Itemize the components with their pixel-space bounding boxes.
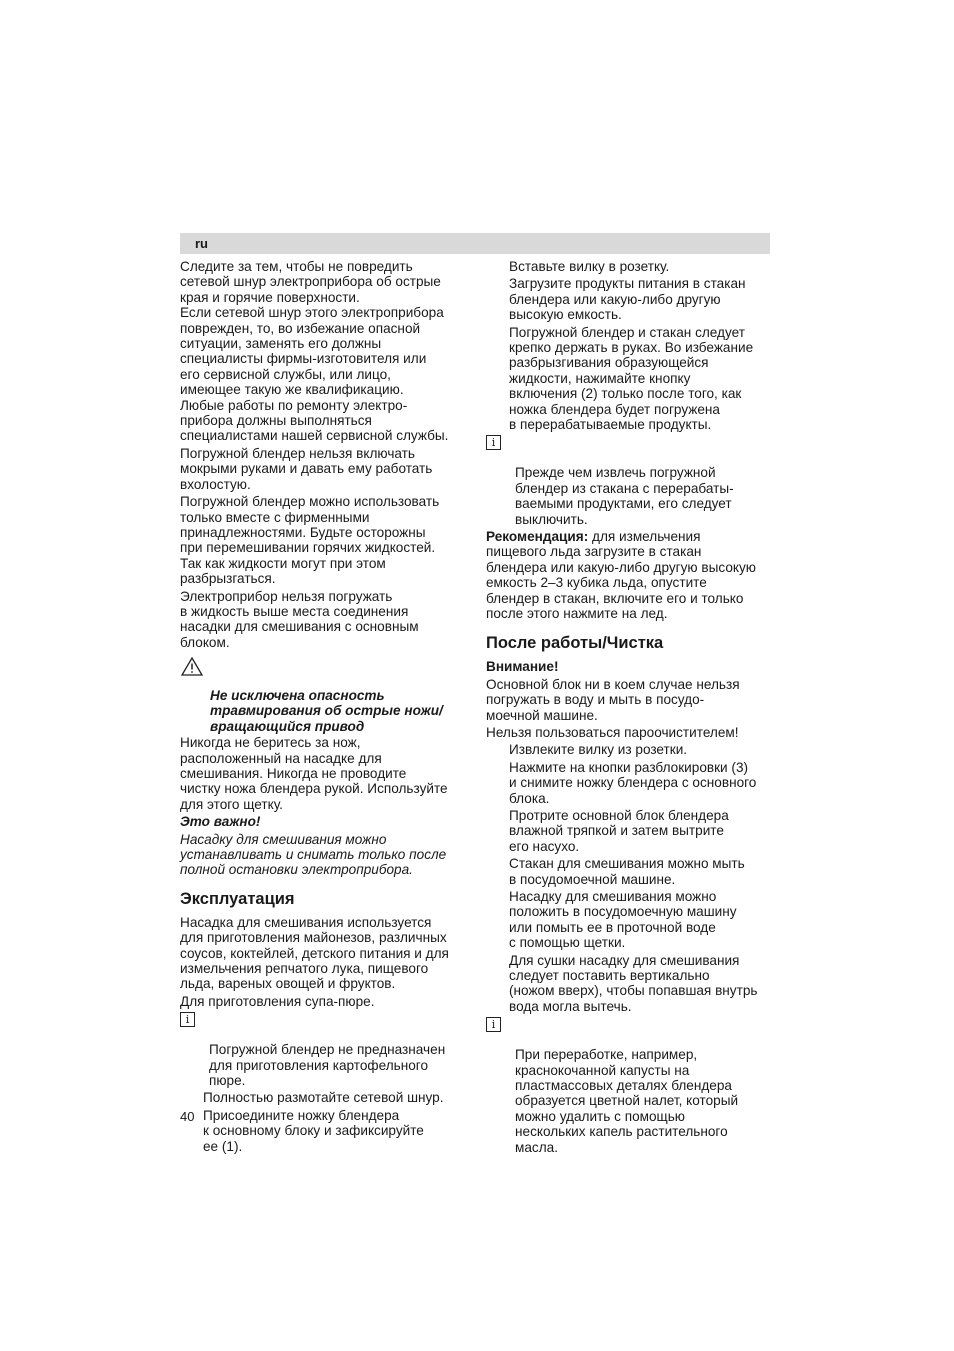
clean-step-unplug: Извлеките вилку из розетки. bbox=[509, 742, 688, 758]
info-note-text: Погружной блендер не предназначен для приготовления картофельного пюре. bbox=[209, 1042, 446, 1088]
section-heading-operation: Эксплуатация bbox=[180, 889, 295, 908]
recommendation-label: Рекомендация: bbox=[486, 528, 589, 544]
info-icon: i bbox=[180, 1012, 195, 1027]
recommendation-text bbox=[486, 529, 770, 621]
step-unwind-cord: Полностью размотайте сетевой шнур. bbox=[203, 1090, 444, 1106]
clean-step-wipe: Протрите основной блок блендера влажной тряпкой и затем вытрите его насухо. bbox=[509, 808, 729, 854]
clean-step-beaker: Стакан для смешивания можно мыть в посудомоечной машине. bbox=[509, 856, 745, 887]
info-icon: i bbox=[486, 1017, 501, 1032]
important-label: Это важно! bbox=[180, 814, 261, 830]
cord-safety-text: Следите за тем, чтобы не повредить сетевой шнур электроприбора об острые края и горячие поверхности. Если сетевой шнур этого электроприбора поврежден, то, во избежание опасной ситуации, заменять его должны специалисты фирмы-изготовителя или его сервисной службы, или лицо, имеющее такую же квалификацию. Любые работы по ремонту электро- прибора должны выполняться специалистами нашей сервисной службы. bbox=[180, 259, 449, 444]
info-note bbox=[486, 434, 770, 526]
warning-triangle-icon bbox=[181, 657, 203, 676]
page-number: 40 bbox=[180, 1109, 195, 1124]
info-icon: i bbox=[486, 435, 501, 450]
recommendation-body: для измельчения пищевого льда загрузите в стакан блендера или какую-либо другую высокую емкость 2–3 кубика льда, опустите блендер в стакан, включите его и только после этого нажмите на лед. bbox=[486, 528, 756, 621]
attention-label: Внимание! bbox=[486, 659, 559, 675]
steam-cleaner-warning-text: Нельзя пользоваться пароочистителем! bbox=[486, 724, 739, 740]
right-column bbox=[486, 259, 770, 1157]
language-code: ru bbox=[195, 236, 208, 251]
step-load-food: Загрузите продукты питания в стакан блендера или какую-либо другую высокую емкость. bbox=[509, 276, 746, 323]
usage-text: Насадка для смешивания используется для приготовления майонезов, различных соусов, коктейлей, детского питания и для измельчения репчатого лука, пищевого льда, вареных овощей и фруктов. bbox=[180, 914, 449, 992]
section-heading-cleaning: После работы/Чистка bbox=[486, 634, 664, 653]
accessories-text: Погружной блендер можно использовать только вместе с фирменными принадлежностями. Будьте осторожны при перемешивании горячих жидкостей. Так как жидкости могут при этом разбрызгаться. bbox=[180, 494, 440, 587]
language-bar bbox=[180, 233, 770, 254]
soup-text: Для приготовления супа-пюре. bbox=[180, 993, 375, 1009]
warning-block bbox=[180, 657, 464, 734]
info-note bbox=[486, 1016, 770, 1155]
clean-step-dry: Для сушки насадку для смешивания следует поставить вертикально (ножом вверх), чтобы попавшая внутрь вода могла вытечь. bbox=[509, 952, 758, 1014]
info-note-text: Прежде чем извлечь погружной блендер из стакана с перерабаты- ваемыми продуктами, его следует выключить. bbox=[515, 465, 734, 527]
step-attach-foot: Присоедините ножку блендера к основному блоку и зафиксируйте ее (1). bbox=[203, 1107, 424, 1154]
clean-step-release: Нажмите на кнопки разблокировки (3) и снимите ножку блендера с основного блока. bbox=[509, 759, 757, 806]
info-note bbox=[180, 1011, 464, 1088]
clean-step-attachment: Насадку для смешивания можно положить в посудомоечную машину или помыть ее в проточной воде с помощью щетки. bbox=[509, 889, 737, 951]
knife-warning-text: Никогда не беритесь за нож, расположенный на насадке для смешивания. Никогда не проводите чистку ножа блендера рукой. Используйте для этого щетку. bbox=[180, 735, 448, 812]
info-note-text: При переработке, например, краснокочанной капусты на пластмассовых деталях блендера образуется цветной налет, который можно удалить с помощью нескольких капель растительного масла. bbox=[515, 1047, 739, 1155]
left-column bbox=[180, 259, 464, 1156]
important-text: Насадку для смешивания можно устанавливать и снимать только после полной остановки электроприбора. bbox=[180, 831, 447, 878]
immersion-text: Электроприбор нельзя погружать в жидкость выше места соединения насадки для смешивания с основным блоком. bbox=[180, 588, 419, 650]
warning-title: Не исключена опасность травмирования об острые ножи/ вращающийся привод bbox=[210, 687, 443, 734]
wet-hands-text: Погружной блендер нельзя включать мокрыми руками и давать ему работать вхолостую. bbox=[180, 445, 433, 492]
main-unit-warning-text: Основной блок ни в коем случае нельзя погружать в воду и мыть в посудо- моечной машине. bbox=[486, 676, 740, 723]
step-hold-blender: Погружной блендер и стакан следует крепко держать в руках. Во избежание разбрызгивания образующейся жидкости, нажимайте кнопку включения (2) только после того, как ножка блендера будет погружена в перерабатываемые продукты. bbox=[509, 324, 754, 433]
step-plug-in: Вставьте вилку в розетку. bbox=[509, 259, 670, 274]
